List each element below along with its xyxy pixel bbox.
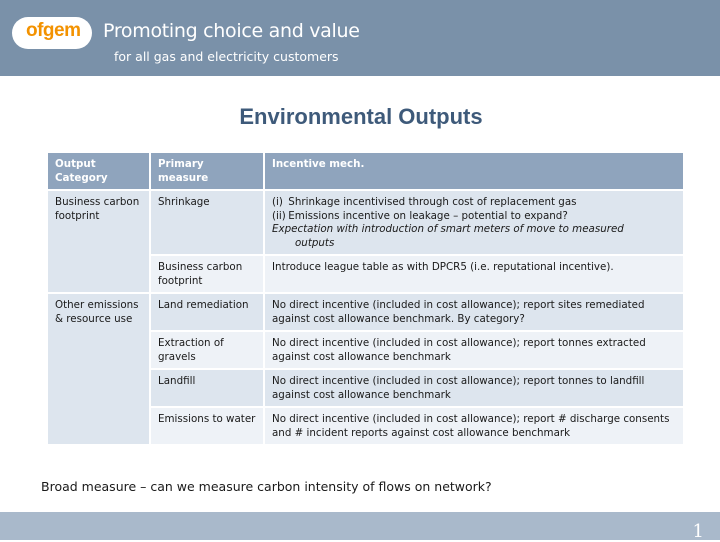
measure-cell: Emissions to water xyxy=(150,407,264,445)
slide-header xyxy=(0,0,720,76)
measure-cell: Shrinkage xyxy=(150,190,264,255)
incentive-cell: No direct incentive (included in cost allowance); report tonnes to landfill against cost allowance benchmark xyxy=(264,369,683,407)
slide-footnote: Broad measure – can we measure carbon intensity of flows on network? xyxy=(41,479,492,494)
ofgem-logo xyxy=(12,17,92,49)
category-cell: Other emissions & resource use xyxy=(48,293,150,445)
measure-cell: Landfill xyxy=(150,369,264,407)
tagline-sub: for all gas and electricity customers xyxy=(114,49,339,64)
incentive-cell: No direct incentive (included in cost allowance); report tonnes extracted against cost allowance benchmark xyxy=(264,331,683,369)
header-output-category: Output Category xyxy=(48,153,150,190)
header-incentive-mech: Incentive mech. xyxy=(264,153,683,190)
measure-cell: Business carbon footprint xyxy=(150,255,264,293)
slide-footer xyxy=(0,512,720,540)
table-row xyxy=(48,293,683,331)
table-row xyxy=(48,190,683,255)
environmental-outputs-table xyxy=(48,153,683,446)
incentive-cell xyxy=(264,190,683,255)
measure-cell: Extraction of gravels xyxy=(150,331,264,369)
incentive-item: (i) Shrinkage incentivised through cost of replacement gas xyxy=(272,196,577,208)
incentive-note: Expectation with introduction of smart meters of move to measured outputs xyxy=(272,223,624,249)
slide-title: Environmental Outputs xyxy=(239,104,483,129)
incentive-cell: Introduce league table as with DPCR5 (i.e. reputational incentive). xyxy=(264,255,683,293)
incentive-cell: No direct incentive (included in cost allowance); report # discharge consents and # incident reports against cost allowance benchmark xyxy=(264,407,683,445)
logo-text: ofgem xyxy=(26,20,81,41)
tagline-main: Promoting choice and value xyxy=(103,20,360,42)
measure-cell: Land remediation xyxy=(150,293,264,331)
header-primary-measure: Primary measure xyxy=(150,153,264,190)
category-cell: Business carbon footprint xyxy=(48,190,150,293)
incentive-cell: No direct incentive (included in cost allowance); report sites remediated against cost allowance benchmark. By category? xyxy=(264,293,683,331)
page-number: 1 xyxy=(692,521,704,542)
table-header-row xyxy=(48,153,683,190)
incentive-item: (ii) Emissions incentive on leakage – potential to expand? xyxy=(272,209,568,222)
